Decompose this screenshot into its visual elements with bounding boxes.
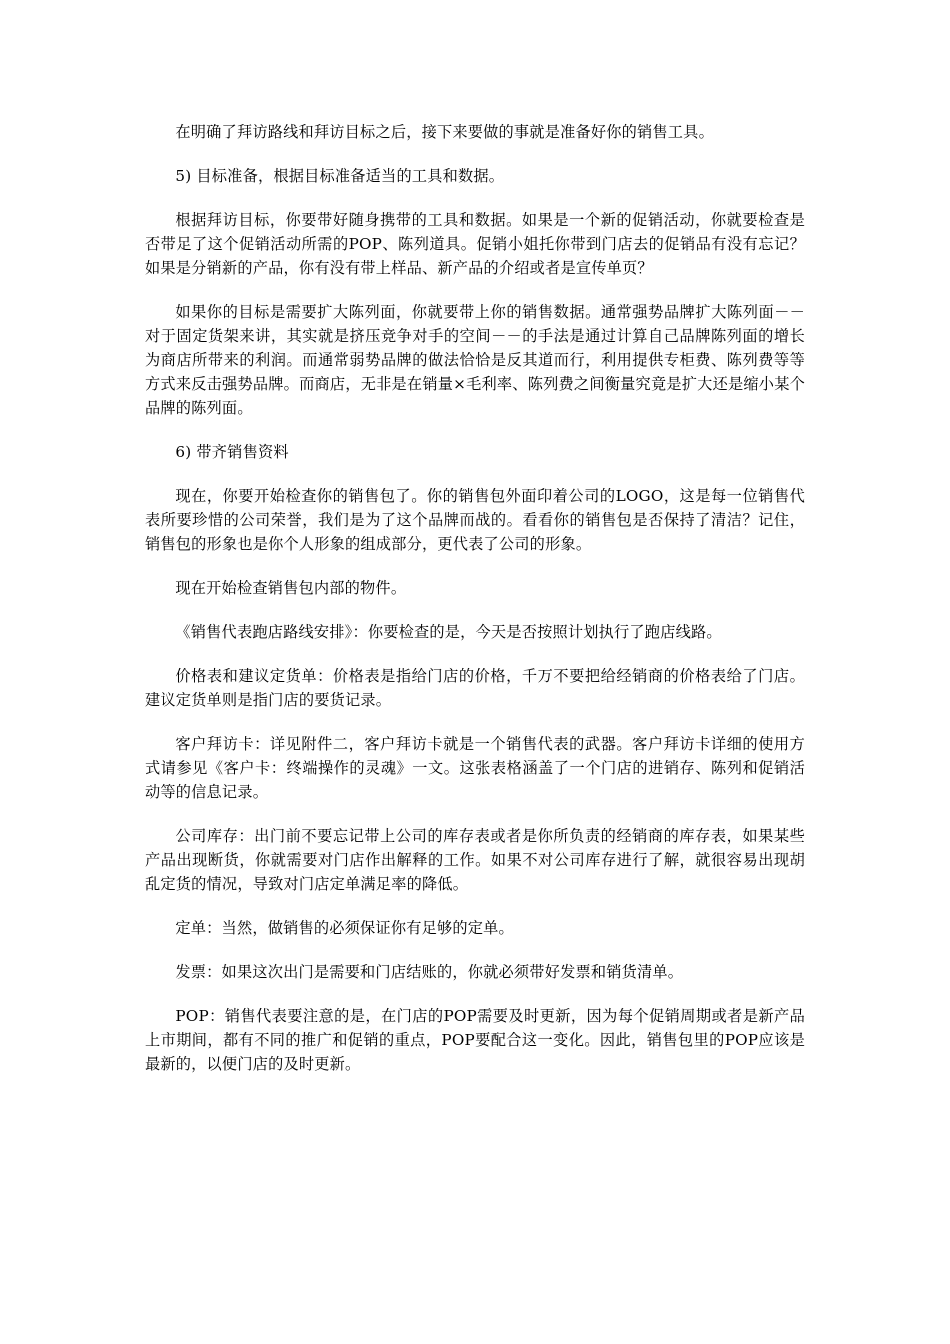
- paragraph-route-plan: 《销售代表跑店路线安排》：你要检查的是，今天是否按照计划执行了跑店线路。: [175, 623, 722, 641]
- paragraph-sales-bag: 现在，你要开始检查你的销售包了。你的销售包外面印着公司的LOGO，这是每一位销售代表所要珍惜的公司荣誉，我们是为了这个品牌而战的。看看你的销售包是否保持了清洁？记住，销售包的形象也是你个人形象的组成部分，更代表了公司的形象。: [145, 487, 805, 553]
- heading-target-preparation: 5) 目标准备，根据目标准备适当的工具和数据。: [175, 167, 505, 185]
- paragraph-tools-and-data: 根据拜访目标，你要带好随身携带的工具和数据。如果是一个新的促销活动，你就要检查是否带足了这个促销活动所需的POP、陈列道具。促销小姐托你带到门店去的促销品有没有忘记？如果是分销新的产品，你有没有带上样品、新产品的介绍或者是宣传单页？: [145, 211, 805, 277]
- paragraph-price-list: 价格表和建议定货单：价格表是指给门店的价格，千万不要把给经销商的价格表给了门店。建议定货单则是指门店的要货记录。: [145, 667, 805, 709]
- paragraph-check-contents: 现在开始检查销售包内部的物件。: [175, 579, 407, 597]
- paragraph-invoices: 发票：如果这次出门是需要和门店结账的，你就必须带好发票和销货清单。: [175, 963, 684, 981]
- document-page: [145, 120, 805, 1096]
- paragraph-pop: POP：销售代表要注意的是，在门店的POP需要及时更新，因为每个促销周期或者是新产品上市期间，都有不同的推广和促销的重点，POP要配合这一变化。因此，销售包里的POP应该是最新的，以便门店的及时更新。: [145, 1007, 805, 1073]
- paragraph-visit-card: 客户拜访卡：详见附件二，客户拜访卡就是一个销售代表的武器。客户拜访卡详细的使用方式请参见《客户卡：终端操作的灵魂》一文。这张表格涵盖了一个门店的进销存、陈列和促销活动等的信息记录。: [145, 735, 805, 801]
- paragraph-orders: 定单：当然，做销售的必须保证你有足够的定单。: [175, 919, 514, 937]
- paragraph-display-expansion: 如果你的目标是需要扩大陈列面，你就要带上你的销售数据。通常强势品牌扩大陈列面－－对于固定货架来讲，其实就是挤压竞争对手的空间－－的手法是通过计算自己品牌陈列面的增长为商店所带来的利润。而通常弱势品牌的做法恰恰是反其道而行，利用提供专柜费、陈列费等等方式来反击强势品牌。而商店，无非是在销量×毛利率、陈列费之间衡量究竟是扩大还是缩小某个品牌的陈列面。: [145, 303, 805, 417]
- paragraph-inventory: 公司库存：出门前不要忘记带上公司的库存表或者是你所负责的经销商的库存表，如果某些产品出现断货，你就需要对门店作出解释的工作。如果不对公司库存进行了解，就很容易出现胡乱定货的情况，导致对门店定单满足率的降低。: [145, 827, 805, 893]
- heading-sales-materials: 6) 带齐销售资料: [175, 443, 289, 461]
- paragraph-intro: 在明确了拜访路线和拜访目标之后，接下来要做的事就是准备好你的销售工具。: [175, 123, 714, 141]
